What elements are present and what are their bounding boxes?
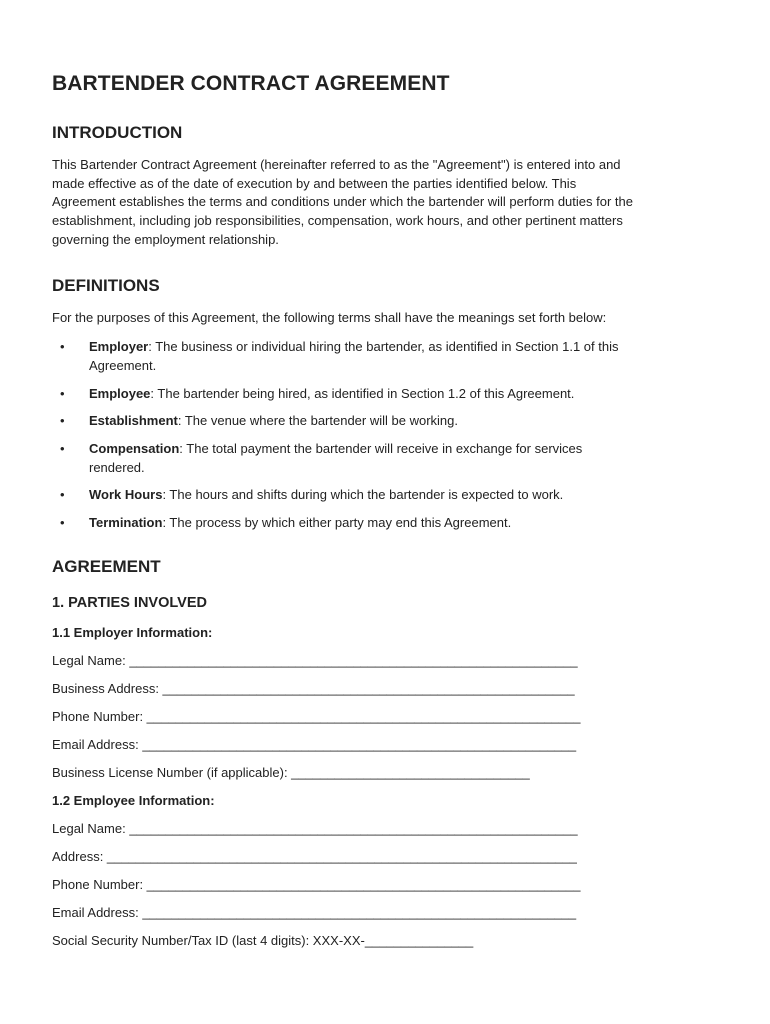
employer-business-address-field: Business Address: _________________________________________________________ [52, 680, 575, 696]
introduction-heading: INTRODUCTION [52, 123, 183, 142]
employee-phone-field: Phone Number: ____________________________________________________________ [52, 876, 581, 892]
definition-term: Employee [89, 385, 151, 401]
definitions-intro: For the purposes of this Agreement, the following terms shall have the meanings set forth below: [52, 309, 607, 325]
employee-address-field: Address: _________________________________________________________________ [52, 848, 577, 864]
intro-line: governing the employment relationship. [52, 231, 279, 247]
definition-text-continued: Agreement. [89, 357, 157, 373]
intro-line: This Bartender Contract Agreement (hereinafter referred to as the "Agreement") is entered into and [52, 157, 621, 172]
definition-item [52, 486, 722, 505]
bullet-icon: • [60, 385, 65, 401]
definition-text: : The business or individual hiring the bartender, as identified in Section 1.1 of this [148, 339, 619, 355]
definition-item [52, 514, 722, 533]
definitions-heading: DEFINITIONS [52, 275, 160, 295]
employee-ssn-field: Social Security Number/Tax ID (last 4 digits): XXX-XX-_______________ [52, 932, 474, 948]
bullet-icon: • [60, 487, 65, 503]
employee-legal-name-field: Legal Name: ______________________________________________________________ [52, 820, 578, 836]
employer-email-field: Email Address: ____________________________________________________________ [52, 736, 577, 752]
definition-text: : The hours and shifts during which the bartender is expected to work. [162, 487, 564, 503]
definition-term: Work Hours [89, 487, 163, 503]
employee-email-field: Email Address: ____________________________________________________________ [52, 904, 577, 920]
definitions-list [52, 338, 722, 533]
bullet-icon: • [60, 339, 65, 355]
definition-term: Employer [89, 339, 149, 355]
document-page [52, 72, 722, 960]
agreement-heading: AGREEMENT [52, 556, 161, 576]
employer-phone-field: Phone Number: ____________________________________________________________ [52, 708, 581, 724]
intro-line: made effective as of the date of execution by and between the parties identified below. This [52, 175, 577, 191]
intro-line: establishment, including job responsibilities, compensation, work hours, and other pertinent matters [52, 213, 623, 229]
parties-heading: 1. PARTIES INVOLVED [52, 594, 207, 611]
definition-text-continued: rendered. [89, 459, 145, 475]
definition-text: : The process by which either party may end this Agreement. [162, 515, 512, 531]
bullet-icon: • [60, 515, 65, 531]
employee-info-heading: 1.2 Employee Information: [52, 792, 215, 808]
employer-license-field: Business License Number (if applicable): _________________________________ [52, 764, 530, 780]
definition-term: Establishment [89, 413, 178, 429]
definition-term: Termination [89, 515, 163, 531]
intro-line: Agreement establishes the terms and conditions under which the bartender will perform duties for the [52, 194, 633, 210]
definition-term: Compensation [89, 441, 180, 457]
introduction-paragraph [52, 156, 722, 250]
definition-item [52, 412, 722, 431]
definition-item [52, 440, 722, 477]
definition-text: : The venue where the bartender will be working. [177, 413, 459, 429]
bullet-icon: • [60, 441, 65, 457]
definition-text: : The bartender being hired, as identified in Section 1.2 of this Agreement. [150, 385, 575, 401]
employer-legal-name-field: Legal Name: ______________________________________________________________ [52, 652, 578, 668]
definition-item [52, 385, 722, 404]
employer-info-heading: 1.1 Employer Information: [52, 624, 213, 640]
definition-item [52, 338, 722, 375]
document-title: BARTENDER CONTRACT AGREEMENT [52, 72, 450, 95]
bullet-icon: • [60, 413, 65, 429]
definition-text: : The total payment the bartender will receive in exchange for services [179, 441, 583, 457]
